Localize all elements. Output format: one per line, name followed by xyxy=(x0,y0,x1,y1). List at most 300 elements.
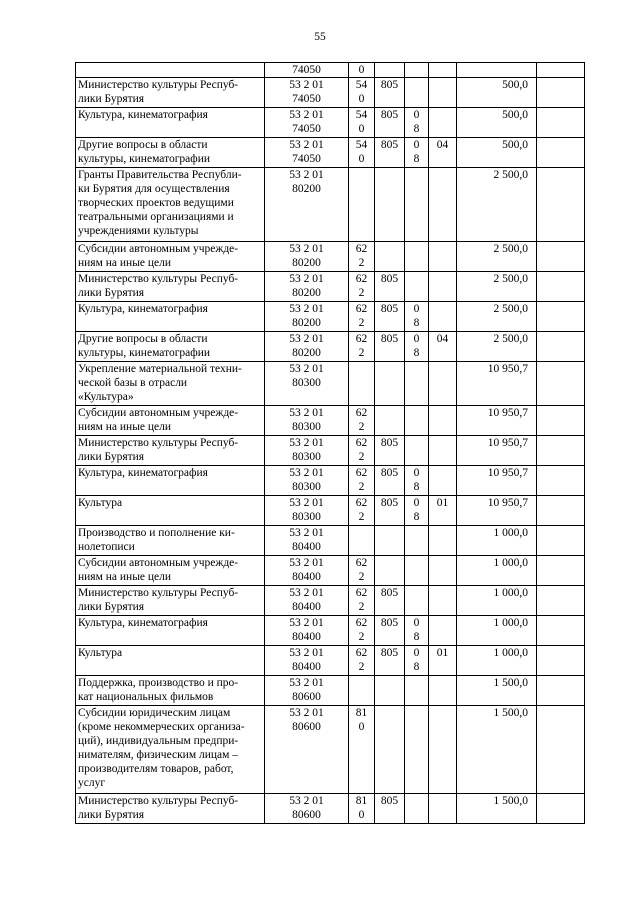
budget-table xyxy=(75,62,585,824)
row-grbs-code xyxy=(375,706,405,794)
row-expense-type-line: 62 xyxy=(355,467,368,479)
row-extra-cell xyxy=(537,676,585,706)
row-name-line: ческой базы в отрасли xyxy=(78,377,188,389)
row-grbs-code xyxy=(375,272,405,302)
row-grbs-code xyxy=(375,302,405,332)
row-extra-cell xyxy=(537,466,585,496)
row-csr-code-line: 53 2 01 xyxy=(289,795,324,807)
row-section xyxy=(405,556,429,586)
row-csr-code-line: 80400 xyxy=(292,571,321,583)
row-name-line: лики Бурятия xyxy=(78,451,145,463)
row-subsection xyxy=(429,272,457,302)
row-name-line: (кроме некоммерческих организа- xyxy=(78,721,245,733)
row-expense-type xyxy=(349,706,375,794)
row-extra-cell xyxy=(537,526,585,556)
row-expense-type xyxy=(349,646,375,676)
row-section-line: 0 xyxy=(413,303,420,315)
row-csr-code-line: 53 2 01 xyxy=(289,647,324,659)
row-subsection xyxy=(429,436,457,466)
table-row xyxy=(76,556,585,586)
row-name-line: ниям на иные цели xyxy=(78,257,172,269)
row-csr-code-line: 53 2 01 xyxy=(289,79,324,91)
row-section-line: 8 xyxy=(413,347,420,359)
row-csr-code-line: 80300 xyxy=(292,377,321,389)
row-expense-type-line: 62 xyxy=(355,647,368,659)
row-name-line: Другие вопросы в области xyxy=(78,139,208,151)
table-row xyxy=(76,676,585,706)
row-subsection-line: 04 xyxy=(436,333,449,345)
row-section xyxy=(405,616,429,646)
row-section xyxy=(405,646,429,676)
row-name xyxy=(76,332,265,362)
row-csr-code-line: 53 2 01 xyxy=(289,333,324,345)
row-name-line: Субсидии юридическим лицам xyxy=(78,707,231,719)
row-section-line: 0 xyxy=(413,109,420,121)
row-section xyxy=(405,706,429,794)
row-name-line: Субсидии автономным учрежде- xyxy=(78,243,239,255)
page-number: 55 xyxy=(314,31,326,43)
row-csr-code-line: 74050 xyxy=(292,64,321,76)
row-grbs-code-line: 805 xyxy=(380,587,399,599)
row-grbs-code xyxy=(375,676,405,706)
row-name xyxy=(76,466,265,496)
row-name-line: Культура, кинематография xyxy=(78,303,208,315)
row-expense-type xyxy=(349,242,375,272)
row-amount: 1 500,0 xyxy=(457,794,537,824)
row-expense-type-line: 0 xyxy=(358,123,365,135)
row-section-line: 0 xyxy=(413,333,420,345)
row-grbs-code-line: 805 xyxy=(380,333,399,345)
row-section xyxy=(405,436,429,466)
row-name-line: ниям на иные цели xyxy=(78,571,172,583)
row-name-line: театральными организациями и xyxy=(78,211,234,223)
row-grbs-code xyxy=(375,63,405,78)
row-csr-code-line: 53 2 01 xyxy=(289,467,324,479)
row-name-line: лики Бурятия xyxy=(78,601,145,613)
row-name-line: производителям товаров, работ, xyxy=(78,763,234,775)
row-subsection xyxy=(429,362,457,406)
row-expense-type xyxy=(349,556,375,586)
row-extra-cell xyxy=(537,332,585,362)
row-section xyxy=(405,302,429,332)
row-section xyxy=(405,272,429,302)
row-name xyxy=(76,794,265,824)
table-row xyxy=(76,242,585,272)
row-name-line: кат национальных фильмов xyxy=(78,691,214,703)
row-section-line: 0 xyxy=(413,139,420,151)
row-section xyxy=(405,496,429,526)
row-csr-code-line: 53 2 01 xyxy=(289,527,324,539)
row-grbs-code xyxy=(375,108,405,138)
row-expense-type-line: 0 xyxy=(358,721,365,733)
row-extra-cell xyxy=(537,302,585,332)
row-expense-type xyxy=(349,362,375,406)
row-subsection xyxy=(429,676,457,706)
table-row xyxy=(76,436,585,466)
row-csr-code xyxy=(265,242,349,272)
row-name-line: Министерство культуры Респуб- xyxy=(78,795,239,807)
row-amount: 1 000,0 xyxy=(457,616,537,646)
row-grbs-code-line: 805 xyxy=(380,467,399,479)
row-section xyxy=(405,63,429,78)
row-name-line: нолетописи xyxy=(78,541,135,553)
row-section xyxy=(405,406,429,436)
row-subsection xyxy=(429,526,457,556)
row-csr-code xyxy=(265,302,349,332)
row-amount: 500,0 xyxy=(457,78,537,108)
row-extra-cell xyxy=(537,138,585,168)
row-expense-type-line: 0 xyxy=(358,809,365,821)
row-csr-code-line: 53 2 01 xyxy=(289,707,324,719)
row-expense-type-line: 81 xyxy=(355,795,368,807)
row-name-line: Производство и пополнение ки- xyxy=(78,527,235,539)
row-name-line: творческих проектов ведущими xyxy=(78,197,234,209)
row-name-line: «Культура» xyxy=(78,391,134,403)
row-grbs-code xyxy=(375,242,405,272)
row-csr-code-line: 80400 xyxy=(292,601,321,613)
row-expense-type xyxy=(349,616,375,646)
row-name xyxy=(76,138,265,168)
row-expense-type-line: 54 xyxy=(355,139,368,151)
table-row xyxy=(76,138,585,168)
table-row xyxy=(76,302,585,332)
row-csr-code xyxy=(265,616,349,646)
row-expense-type xyxy=(349,676,375,706)
row-expense-type-line: 2 xyxy=(358,347,365,359)
row-name xyxy=(76,496,265,526)
table-row xyxy=(76,466,585,496)
row-section-line: 8 xyxy=(413,631,420,643)
row-expense-type-line: 62 xyxy=(355,407,368,419)
row-csr-code xyxy=(265,646,349,676)
row-csr-code-line: 80600 xyxy=(292,691,321,703)
table-row xyxy=(76,706,585,794)
row-csr-code xyxy=(265,466,349,496)
row-extra-cell xyxy=(537,168,585,242)
row-grbs-code xyxy=(375,138,405,168)
row-extra-cell xyxy=(537,272,585,302)
row-expense-type xyxy=(349,302,375,332)
row-csr-code xyxy=(265,78,349,108)
row-csr-code-line: 53 2 01 xyxy=(289,497,324,509)
row-expense-type xyxy=(349,794,375,824)
row-subsection xyxy=(429,706,457,794)
row-expense-type-line: 2 xyxy=(358,601,365,613)
row-expense-type xyxy=(349,526,375,556)
row-subsection-line: 01 xyxy=(436,647,449,659)
row-csr-code-line: 74050 xyxy=(292,153,321,165)
row-csr-code-line: 53 2 01 xyxy=(289,587,324,599)
row-expense-type-line: 62 xyxy=(355,587,368,599)
row-name-line: Министерство культуры Респуб- xyxy=(78,587,239,599)
row-csr-code-line: 80400 xyxy=(292,661,321,673)
row-section-line: 8 xyxy=(413,123,420,135)
row-amount: 10 950,7 xyxy=(457,466,537,496)
row-name xyxy=(76,362,265,406)
row-extra-cell xyxy=(537,616,585,646)
row-csr-code-line: 53 2 01 xyxy=(289,557,324,569)
row-name-line: Культура, кинематография xyxy=(78,467,208,479)
row-amount xyxy=(457,63,537,78)
row-expense-type-line: 2 xyxy=(358,571,365,583)
row-subsection xyxy=(429,138,457,168)
row-expense-type xyxy=(349,108,375,138)
row-amount: 2 500,0 xyxy=(457,168,537,242)
row-extra-cell xyxy=(537,406,585,436)
row-extra-cell xyxy=(537,63,585,78)
row-subsection xyxy=(429,466,457,496)
row-csr-code xyxy=(265,272,349,302)
row-name xyxy=(76,436,265,466)
row-subsection xyxy=(429,332,457,362)
row-name xyxy=(76,676,265,706)
row-section-line: 8 xyxy=(413,481,420,493)
row-grbs-code xyxy=(375,794,405,824)
table-row xyxy=(76,586,585,616)
row-grbs-code xyxy=(375,496,405,526)
row-expense-type-line: 62 xyxy=(355,243,368,255)
row-name-line: лики Бурятия xyxy=(78,809,145,821)
row-grbs-code-line: 805 xyxy=(380,437,399,449)
row-expense-type-line: 62 xyxy=(355,497,368,509)
row-expense-type-line: 62 xyxy=(355,557,368,569)
row-csr-code-line: 53 2 01 xyxy=(289,109,324,121)
row-grbs-code xyxy=(375,556,405,586)
table-row xyxy=(76,168,585,242)
row-csr-code-line: 80300 xyxy=(292,511,321,523)
row-amount: 1 000,0 xyxy=(457,586,537,616)
row-name xyxy=(76,706,265,794)
row-name-line: Субсидии автономным учрежде- xyxy=(78,407,239,419)
row-grbs-code-line: 805 xyxy=(380,795,399,807)
row-csr-code xyxy=(265,526,349,556)
row-name-line: Другие вопросы в области xyxy=(78,333,208,345)
row-amount: 1 500,0 xyxy=(457,706,537,794)
row-csr-code-line: 53 2 01 xyxy=(289,617,324,629)
row-expense-type-line: 2 xyxy=(358,661,365,673)
row-grbs-code-line: 805 xyxy=(380,79,399,91)
row-section xyxy=(405,466,429,496)
row-csr-code xyxy=(265,362,349,406)
row-section xyxy=(405,586,429,616)
row-subsection xyxy=(429,406,457,436)
row-extra-cell xyxy=(537,436,585,466)
row-name-line: Министерство культуры Респуб- xyxy=(78,437,239,449)
row-expense-type-line: 62 xyxy=(355,303,368,315)
table-row xyxy=(76,616,585,646)
row-csr-code-line: 80200 xyxy=(292,183,321,195)
row-expense-type-line: 54 xyxy=(355,79,368,91)
row-amount: 1 000,0 xyxy=(457,556,537,586)
row-extra-cell xyxy=(537,78,585,108)
row-name xyxy=(76,616,265,646)
row-grbs-code xyxy=(375,526,405,556)
row-expense-type-line: 2 xyxy=(358,511,365,523)
row-name-line: Поддержка, производство и про- xyxy=(78,677,239,689)
row-expense-type-line: 0 xyxy=(358,153,365,165)
row-expense-type-line: 2 xyxy=(358,257,365,269)
row-subsection xyxy=(429,242,457,272)
row-section-line: 0 xyxy=(413,497,420,509)
row-amount: 10 950,7 xyxy=(457,436,537,466)
row-amount: 500,0 xyxy=(457,108,537,138)
row-name-line: Укрепление материальной техни- xyxy=(78,363,242,375)
row-section xyxy=(405,78,429,108)
row-expense-type-line: 62 xyxy=(355,273,368,285)
row-name xyxy=(76,302,265,332)
row-section xyxy=(405,676,429,706)
row-csr-code xyxy=(265,108,349,138)
row-expense-type xyxy=(349,272,375,302)
row-section xyxy=(405,332,429,362)
row-csr-code-line: 53 2 01 xyxy=(289,437,324,449)
row-name xyxy=(76,242,265,272)
row-subsection xyxy=(429,302,457,332)
table-row xyxy=(76,108,585,138)
row-csr-code-line: 53 2 01 xyxy=(289,139,324,151)
row-csr-code-line: 53 2 01 xyxy=(289,273,324,285)
row-grbs-code-line: 805 xyxy=(380,647,399,659)
row-csr-code xyxy=(265,794,349,824)
row-expense-type xyxy=(349,436,375,466)
table-body xyxy=(76,63,585,824)
row-csr-code xyxy=(265,332,349,362)
row-name-line: учреждениями культуры xyxy=(78,225,199,237)
row-name xyxy=(76,63,265,78)
table-row xyxy=(76,794,585,824)
row-grbs-code-line: 805 xyxy=(380,109,399,121)
row-section xyxy=(405,168,429,242)
row-section-line: 8 xyxy=(413,511,420,523)
row-extra-cell xyxy=(537,646,585,676)
row-name-line: Субсидии автономным учрежде- xyxy=(78,557,239,569)
row-expense-type xyxy=(349,168,375,242)
row-name-line: Культура xyxy=(78,647,123,659)
row-grbs-code xyxy=(375,436,405,466)
row-amount: 10 950,7 xyxy=(457,362,537,406)
table-row xyxy=(76,362,585,406)
row-name-line: ниям на иные цели xyxy=(78,421,172,433)
row-grbs-code xyxy=(375,406,405,436)
row-csr-code-line: 74050 xyxy=(292,93,321,105)
table-row xyxy=(76,496,585,526)
row-subsection-line: 01 xyxy=(436,497,449,509)
row-name xyxy=(76,168,265,242)
row-amount: 2 500,0 xyxy=(457,272,537,302)
row-grbs-code xyxy=(375,466,405,496)
row-name-line: нимателям, физическим лицам – xyxy=(78,749,239,761)
row-csr-code xyxy=(265,138,349,168)
row-expense-type-line: 2 xyxy=(358,287,365,299)
row-amount: 1 000,0 xyxy=(457,646,537,676)
row-name-line: Культура, кинематография xyxy=(78,109,208,121)
row-name xyxy=(76,272,265,302)
table-row xyxy=(76,406,585,436)
row-grbs-code xyxy=(375,586,405,616)
row-expense-type-line: 2 xyxy=(358,317,365,329)
row-name-line: лики Бурятия xyxy=(78,93,145,105)
row-csr-code-line: 80300 xyxy=(292,421,321,433)
row-name-line: Министерство культуры Респуб- xyxy=(78,79,239,91)
row-name-line: Гранты Правительства Республи- xyxy=(78,169,242,181)
row-csr-code-line: 80200 xyxy=(292,347,321,359)
row-name-line: лики Бурятия xyxy=(78,287,145,299)
row-csr-code xyxy=(265,676,349,706)
row-csr-code xyxy=(265,496,349,526)
row-csr-code-line: 53 2 01 xyxy=(289,677,324,689)
row-name-line: Культура, кинематография xyxy=(78,617,208,629)
row-name xyxy=(76,526,265,556)
row-name xyxy=(76,556,265,586)
row-amount: 10 950,7 xyxy=(457,496,537,526)
row-expense-type-line: 2 xyxy=(358,481,365,493)
row-subsection xyxy=(429,168,457,242)
row-expense-type-line: 54 xyxy=(355,109,368,121)
row-csr-code-line: 80400 xyxy=(292,541,321,553)
row-expense-type-line: 81 xyxy=(355,707,368,719)
row-csr-code xyxy=(265,168,349,242)
row-expense-type-line: 2 xyxy=(358,631,365,643)
row-csr-code-line: 80300 xyxy=(292,481,321,493)
row-section xyxy=(405,526,429,556)
row-extra-cell xyxy=(537,706,585,794)
row-csr-code-line: 53 2 01 xyxy=(289,363,324,375)
row-extra-cell xyxy=(537,496,585,526)
row-section xyxy=(405,794,429,824)
row-name-line: ки Бурятия для осуществления xyxy=(78,183,230,195)
row-name xyxy=(76,406,265,436)
row-csr-code-line: 80200 xyxy=(292,317,321,329)
row-section-line: 0 xyxy=(413,647,420,659)
row-grbs-code xyxy=(375,332,405,362)
row-expense-type-line: 0 xyxy=(358,93,365,105)
row-csr-code xyxy=(265,556,349,586)
row-grbs-code xyxy=(375,616,405,646)
table-row xyxy=(76,78,585,108)
row-extra-cell xyxy=(537,556,585,586)
row-section-line: 0 xyxy=(413,617,420,629)
row-subsection-line: 04 xyxy=(436,139,449,151)
row-csr-code-line: 80200 xyxy=(292,287,321,299)
row-subsection xyxy=(429,108,457,138)
table-row xyxy=(76,272,585,302)
row-expense-type xyxy=(349,406,375,436)
row-amount: 2 500,0 xyxy=(457,332,537,362)
row-csr-code-line: 53 2 01 xyxy=(289,169,324,181)
row-amount: 1 500,0 xyxy=(457,676,537,706)
row-grbs-code xyxy=(375,362,405,406)
row-grbs-code-line: 805 xyxy=(380,273,399,285)
row-section-line: 0 xyxy=(413,467,420,479)
row-section xyxy=(405,362,429,406)
row-name-line: Министерство культуры Респуб- xyxy=(78,273,239,285)
row-csr-code-line: 80600 xyxy=(292,809,321,821)
row-extra-cell xyxy=(537,794,585,824)
row-csr-code-line: 80300 xyxy=(292,451,321,463)
row-csr-code xyxy=(265,586,349,616)
row-amount: 2 500,0 xyxy=(457,302,537,332)
row-subsection xyxy=(429,794,457,824)
row-csr-code xyxy=(265,436,349,466)
row-amount: 1 000,0 xyxy=(457,526,537,556)
row-subsection xyxy=(429,78,457,108)
row-section xyxy=(405,242,429,272)
row-csr-code-line: 80200 xyxy=(292,257,321,269)
row-subsection xyxy=(429,63,457,78)
row-extra-cell xyxy=(537,586,585,616)
row-grbs-code xyxy=(375,646,405,676)
row-amount: 500,0 xyxy=(457,138,537,168)
